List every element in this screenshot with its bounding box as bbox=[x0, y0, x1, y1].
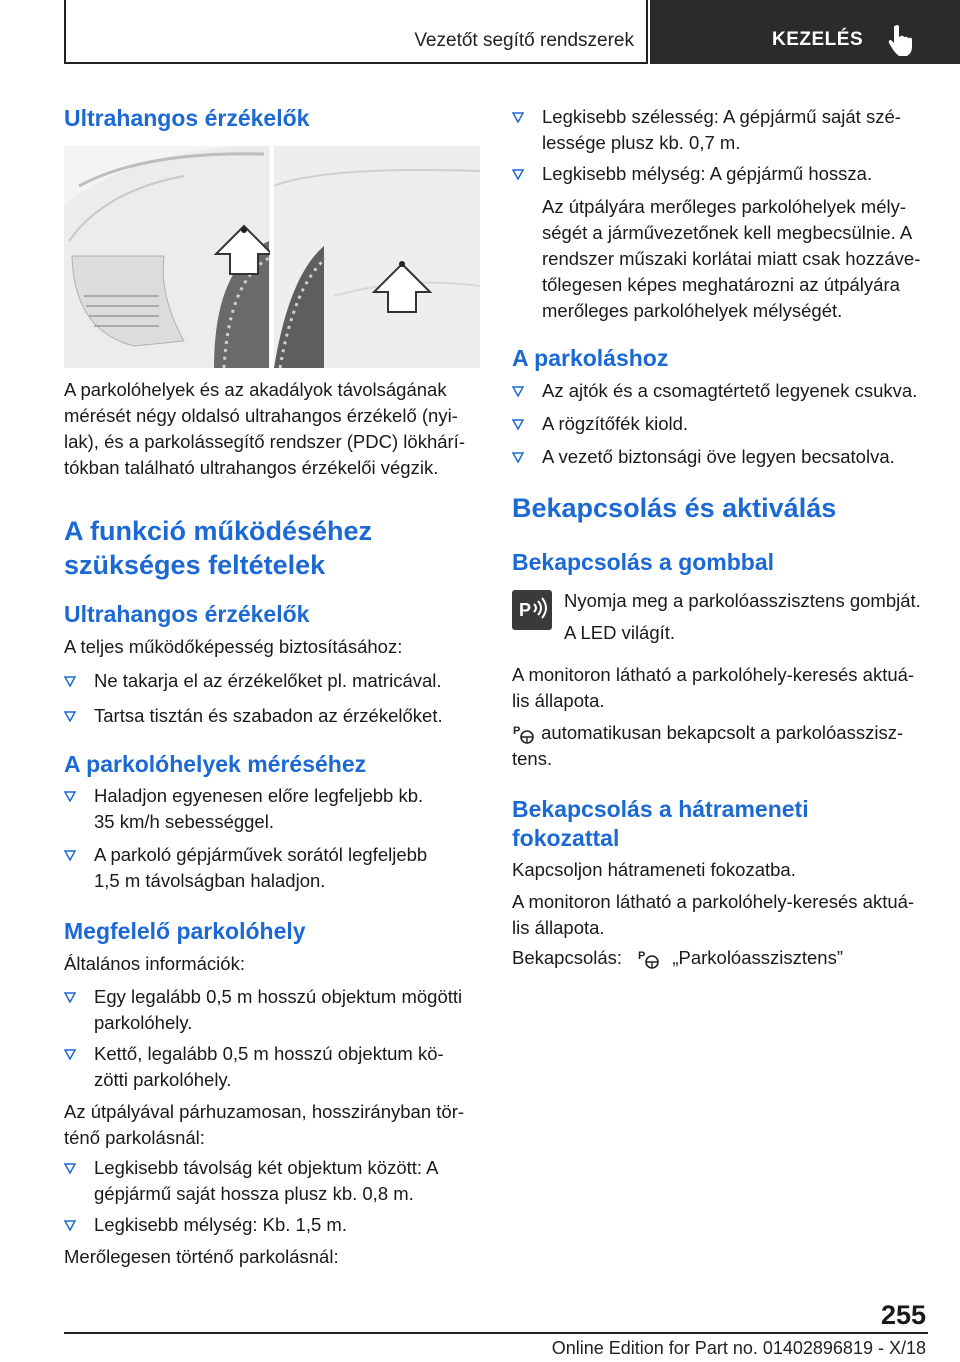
page-number: 255 bbox=[880, 1300, 926, 1330]
intro-line: mérését négy oldalsó ultrahangos érzékelő (nyi- bbox=[64, 405, 458, 426]
auto-line bbox=[512, 720, 903, 746]
list-item bbox=[64, 984, 480, 1036]
bullet-text: Ne takarja el az érzékelőket pl. matricával. bbox=[94, 670, 442, 691]
note-line: rendszer műszaki korlátai miatt csak hozzáve- bbox=[542, 248, 921, 269]
list-item bbox=[512, 444, 928, 470]
intro-line: A parkolóhelyek és az akadályok távolságának bbox=[64, 379, 447, 400]
bullet-text: Legkisebb mélység: Kb. 1,5 m. bbox=[94, 1214, 347, 1235]
intro-line: lak), és a parkolássegítő rendszer (PDC) lökhárí- bbox=[64, 431, 465, 452]
bullet-text: Egy legalább 0,5 m hosszú objektum mögötti bbox=[94, 986, 463, 1007]
heading-bekapcsolas: Bekapcsolás és aktiválás bbox=[512, 493, 837, 523]
svg-text:P: P bbox=[638, 950, 646, 963]
list-item bbox=[512, 104, 928, 156]
intro-paragraph bbox=[64, 377, 465, 481]
kapcsoljon-text: Kapcsoljon hátrameneti fokozatba. bbox=[512, 859, 796, 880]
heading-ultrahangos: Ultrahangos érzékelők bbox=[64, 105, 310, 131]
bullet-text: Kettő, legalább 0,5 m hosszú objektum kö- bbox=[94, 1043, 444, 1064]
heading-line: A funkció működéséhez bbox=[64, 516, 373, 546]
bullet-text: gépjármű saját hossza plusz kb. 0,8 m. bbox=[94, 1183, 414, 1204]
bullet-text: Legkisebb távolság két objektum között: A bbox=[94, 1157, 439, 1178]
bekapcsolas-menu-line bbox=[512, 945, 843, 971]
heading-megfelelo: Megfelelő parkolóhely bbox=[64, 918, 306, 944]
triangle-bullet-icon bbox=[512, 419, 524, 430]
hand-pointer-icon bbox=[886, 24, 914, 56]
note-line: ségét a járművezetőnek kell megbecsülnie. A bbox=[542, 222, 913, 243]
park-assist-button-icon bbox=[512, 590, 552, 630]
list-item bbox=[64, 668, 480, 694]
bullet-text: Haladjon egyenesen előre legfeljebb kb. bbox=[94, 785, 424, 806]
note-line: Az útpályára merőleges parkolóhelyek mély- bbox=[542, 196, 907, 217]
bullet-text: 1,5 m távolságban haladjon. bbox=[94, 870, 326, 891]
auto-text-line: tens. bbox=[512, 748, 553, 769]
parking-assist-icon bbox=[512, 590, 552, 630]
svg-text:P: P bbox=[519, 600, 532, 620]
triangle-bullet-icon bbox=[64, 1220, 76, 1231]
monitor-text-1 bbox=[512, 662, 914, 714]
heading-line: fokozattal bbox=[512, 825, 620, 851]
heading-hatrameneti bbox=[512, 795, 809, 853]
teljes-text: A teljes működőképesség biztosításához: bbox=[64, 636, 403, 657]
intro-line: tókban található ultrahangos érzékelői végzik. bbox=[64, 457, 439, 478]
parkoloasszisztens-menu-item: „Parkolóasszisztens” bbox=[672, 947, 843, 968]
car-sensor-illustration bbox=[64, 146, 480, 368]
bullet-text: A parkoló gépjárművek sorától legfeljebb bbox=[94, 844, 428, 865]
triangle-bullet-icon bbox=[512, 169, 524, 180]
bullet-text: A rögzítőfék kiold. bbox=[542, 413, 689, 434]
bullet-text: A vezető biztonsági öve legyen becsatolva. bbox=[542, 446, 895, 467]
list-item bbox=[64, 703, 480, 729]
paragraph-line: A monitoron látható a parkolóhely-keresés aktuá- bbox=[512, 891, 915, 912]
led-text: A LED világít. bbox=[564, 622, 676, 643]
header-section-box bbox=[650, 0, 960, 64]
parking-steering-icon bbox=[637, 948, 661, 970]
list-item bbox=[64, 1041, 480, 1093]
bullet-text: zötti parkolóhely. bbox=[94, 1069, 232, 1090]
nyomja-text: Nyomja meg a parkolóasszisztens gombját. bbox=[564, 590, 921, 611]
heading-line: szükséges feltételek bbox=[64, 550, 326, 580]
heading-meres: A parkolóhelyek méréséhez bbox=[64, 751, 367, 777]
page-header bbox=[64, 0, 960, 64]
list-item bbox=[512, 411, 928, 437]
note-line: merőleges parkolóhelyek mélységét. bbox=[542, 300, 843, 321]
header-title-box bbox=[64, 0, 648, 64]
auto-text bbox=[512, 720, 903, 772]
car-sensor-image bbox=[64, 146, 480, 368]
bullet-text: Legkisebb szélesség: A gépjármű saját szé- bbox=[542, 106, 901, 127]
merolegesen-text: Merőlegesen történő parkolásnál: bbox=[64, 1246, 339, 1267]
altalanos-text: Általános információk: bbox=[64, 953, 245, 974]
heading-ultrahangos-2: Ultrahangos érzékelők bbox=[64, 601, 310, 627]
triangle-bullet-icon bbox=[64, 676, 76, 687]
triangle-bullet-icon bbox=[64, 1163, 76, 1174]
depth-note bbox=[542, 194, 920, 324]
list-item bbox=[64, 1155, 480, 1207]
footer-edition: Online Edition for Part no. 01402896819 - X/18 bbox=[551, 1338, 926, 1358]
bullet-text: Tartsa tisztán és szabadon az érzékelőket. bbox=[94, 705, 443, 726]
triangle-bullet-icon bbox=[64, 791, 76, 802]
parking-steering-icon bbox=[512, 723, 536, 745]
list-item bbox=[64, 783, 480, 835]
bekapcsolas-label: Bekapcsolás: bbox=[512, 947, 623, 968]
triangle-bullet-icon bbox=[64, 992, 76, 1003]
utpalya-text bbox=[64, 1099, 464, 1151]
list-item bbox=[64, 842, 480, 894]
triangle-bullet-icon bbox=[64, 711, 76, 722]
paragraph-line: lis állapota. bbox=[512, 690, 605, 711]
triangle-bullet-icon bbox=[512, 452, 524, 463]
bullet-text: Legkisebb mélység: A gépjármű hossza. bbox=[542, 163, 873, 184]
monitor-text-2 bbox=[512, 889, 914, 941]
header-section: KEZELÉS bbox=[772, 29, 864, 50]
paragraph-line: A monitoron látható a parkolóhely-keresés aktuá- bbox=[512, 664, 915, 685]
bullet-text: Az ajtók és a csomagtértető legyenek csukva. bbox=[542, 380, 918, 401]
bullet-text: 35 km/h sebességgel. bbox=[94, 811, 274, 832]
heading-gombbal: Bekapcsolás a gombbal bbox=[512, 549, 775, 575]
svg-text:P: P bbox=[513, 725, 521, 738]
heading-parkolashoz: A parkoláshoz bbox=[512, 345, 669, 371]
triangle-bullet-icon bbox=[64, 1049, 76, 1060]
heading-funkcio bbox=[64, 514, 372, 582]
list-item bbox=[512, 378, 928, 404]
heading-line: Bekapcsolás a hátrameneti bbox=[512, 796, 809, 822]
list-item bbox=[512, 161, 928, 187]
bullet-text: parkolóhely. bbox=[94, 1012, 193, 1033]
paragraph-line: ténő parkolásnál: bbox=[64, 1127, 205, 1148]
auto-text-line: automatikusan bekapcsolt a parkolóasszisz- bbox=[541, 722, 904, 743]
note-line: tőlegesen képes meghatározni az útpályára bbox=[542, 274, 900, 295]
paragraph-line: Az útpályával párhuzamosan, hosszirányban tör- bbox=[64, 1101, 465, 1122]
triangle-bullet-icon bbox=[64, 850, 76, 861]
paragraph-line: lis állapota. bbox=[512, 917, 605, 938]
triangle-bullet-icon bbox=[512, 112, 524, 123]
footer-divider bbox=[64, 1332, 928, 1334]
header-title: Vezetőt segítő rendszerek bbox=[414, 30, 634, 51]
list-item bbox=[64, 1212, 480, 1238]
bullet-text: lessége plusz kb. 0,7 m. bbox=[542, 132, 741, 153]
triangle-bullet-icon bbox=[512, 386, 524, 397]
